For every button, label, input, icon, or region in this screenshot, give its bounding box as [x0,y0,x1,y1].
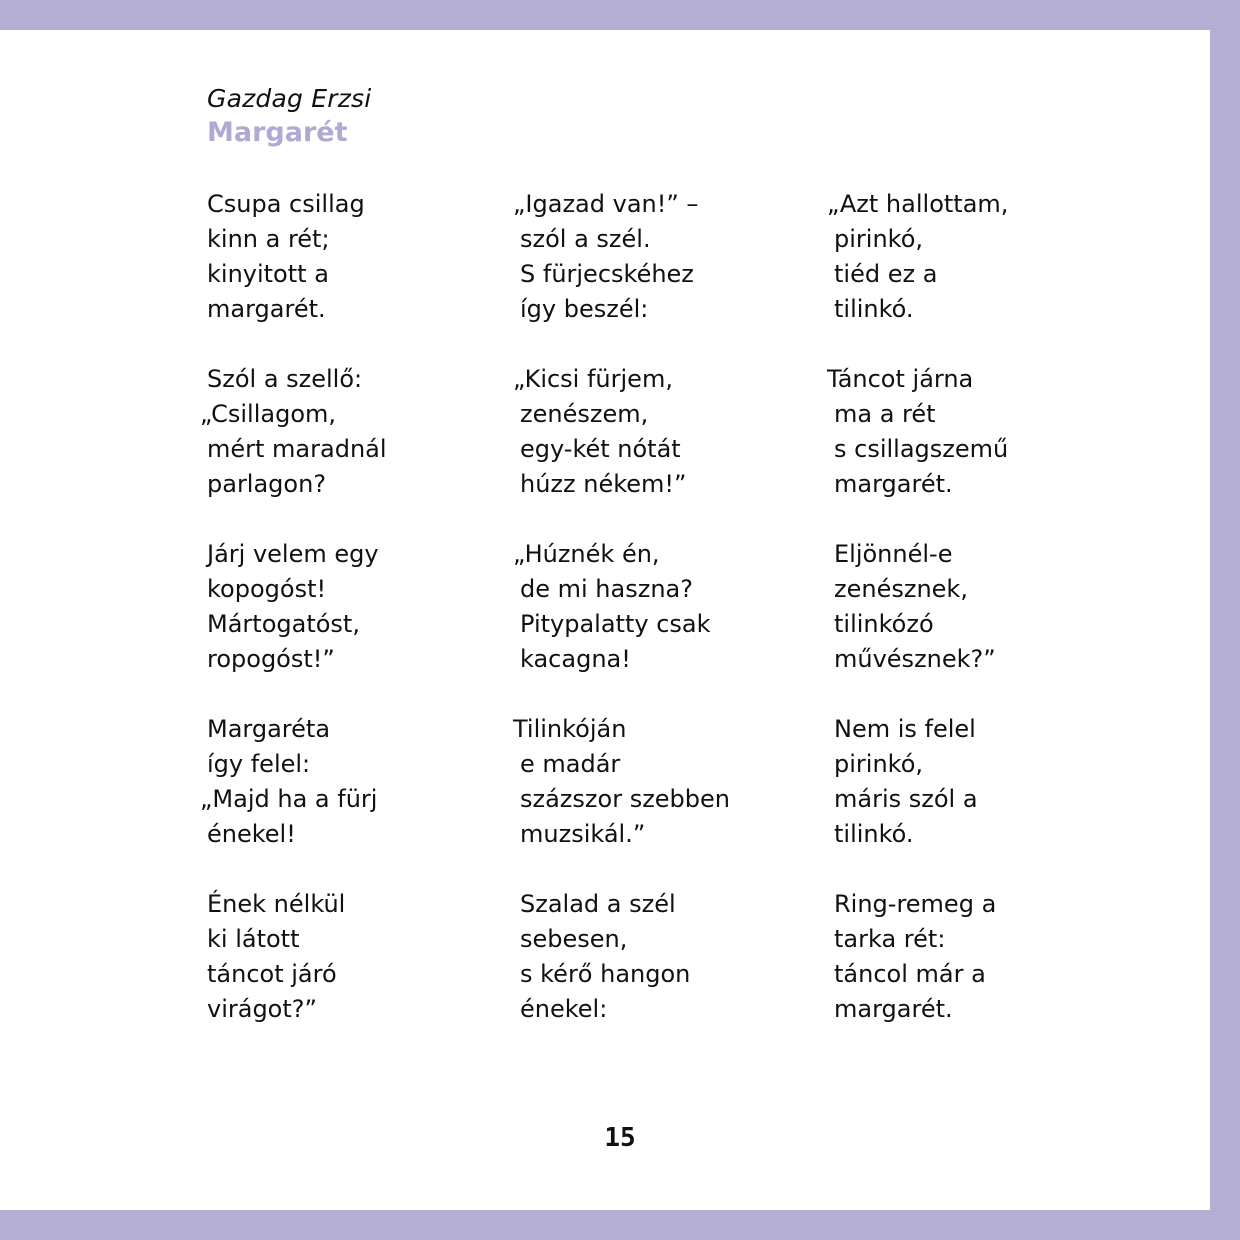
poem-line: pirinkó, [834,750,924,778]
poem-line: zenésznek, [834,575,968,603]
poem-line: „Kicsi fürjem, [513,365,673,393]
stanza [520,887,730,1027]
poem-line: Tilinkóján [513,715,627,743]
poem-line: énekel! [207,820,296,848]
poem-line: zenészem, [520,400,649,428]
stanza [207,187,387,327]
poem-line: kopogóst! [207,575,327,603]
poem-line: máris szól a [834,785,978,813]
stanza [513,712,730,852]
poem-author: Gazdag Erzsi [207,84,372,113]
poem-line: Csupa csillag [207,190,365,218]
stanza [827,187,1009,327]
poem-line: Nem is felel [834,715,976,743]
stanza [834,712,1008,852]
stanza [827,362,1009,502]
poem-line: művésznek?” [834,645,996,673]
stanza [207,537,387,677]
poem-line: Mártogatóst, [207,610,360,638]
poem-column-3 [827,187,1009,1062]
poem-line: margarét. [834,470,953,498]
poem-line: Eljönnél-e [834,540,953,568]
poem-column-2 [513,187,730,1062]
poem-line: Pitypalatty csak [520,610,711,638]
poem-line: Ének nélkül [207,890,346,918]
poem-line: tiéd ez a [834,260,938,288]
stanza [513,362,730,502]
poem-line: e madár [520,750,621,778]
page-number: 15 [604,1123,636,1153]
poem-line: S fürjecskéhez [520,260,694,288]
poem-column-1 [200,187,387,1062]
poem-title: Margarét [207,117,348,148]
poem-line: énekel: [520,995,608,1023]
poem-line: táncot járó [207,960,337,988]
poem-line: egy-két nótát [520,435,681,463]
poem-line: kinyitott a [207,260,329,288]
poem-line: tilinkó. [834,295,914,323]
poem-line: táncol már a [834,960,986,988]
poem-line: de mi haszna? [520,575,693,603]
poem-line: s csillagszemű [834,435,1009,463]
poem-line: tilinkózó [834,610,934,638]
poem-line: „Húznék én, [513,540,660,568]
stanza [200,362,387,502]
poem-line: sebesen, [520,925,628,953]
poem-line: húzz nékem!” [520,470,687,498]
poem-line: Táncot járna [827,365,974,393]
poem-line: így beszél: [520,295,649,323]
poem-line: Szalad a szél [520,890,676,918]
poem-line: kinn a rét; [207,225,330,253]
poem-line: Szól a szellő: [207,365,363,393]
poem-line: Margaréta [207,715,331,743]
poem-line: pirinkó, [834,225,924,253]
poem-line: tilinkó. [834,820,914,848]
poem-line: Járj velem egy [207,540,379,568]
poem-line: ropogóst!” [207,645,335,673]
poem-line: tarka rét: [834,925,946,953]
poem-line: mért maradnál [207,435,387,463]
poem-line: százszor szebben [520,785,730,813]
stanza [513,187,730,327]
poem-line: „Csillagom, [200,400,337,428]
poem-line: „Igazad van!” – [513,190,699,218]
poem-line: „Majd ha a fürj [200,785,378,813]
poem-line: s kérő hangon [520,960,691,988]
poem-line: szól a szél. [520,225,651,253]
poem-line: parlagon? [207,470,327,498]
poem-line: így felel: [207,750,311,778]
poem-line: margarét. [207,295,326,323]
stanza [200,712,387,852]
poem-line: kacagna! [520,645,631,673]
stanza [834,887,1008,1027]
poem-line: virágot?” [207,995,317,1023]
poem-line: ma a rét [834,400,936,428]
poem-line: ki látott [207,925,300,953]
stanza [207,887,387,1027]
stanza [513,537,730,677]
poem-line: muzsikál.” [520,820,646,848]
poem-line: margarét. [834,995,953,1023]
stanza [834,537,1008,677]
poem-line: Ring-remeg a [834,890,997,918]
poem-line: „Azt hallottam, [827,190,1009,218]
